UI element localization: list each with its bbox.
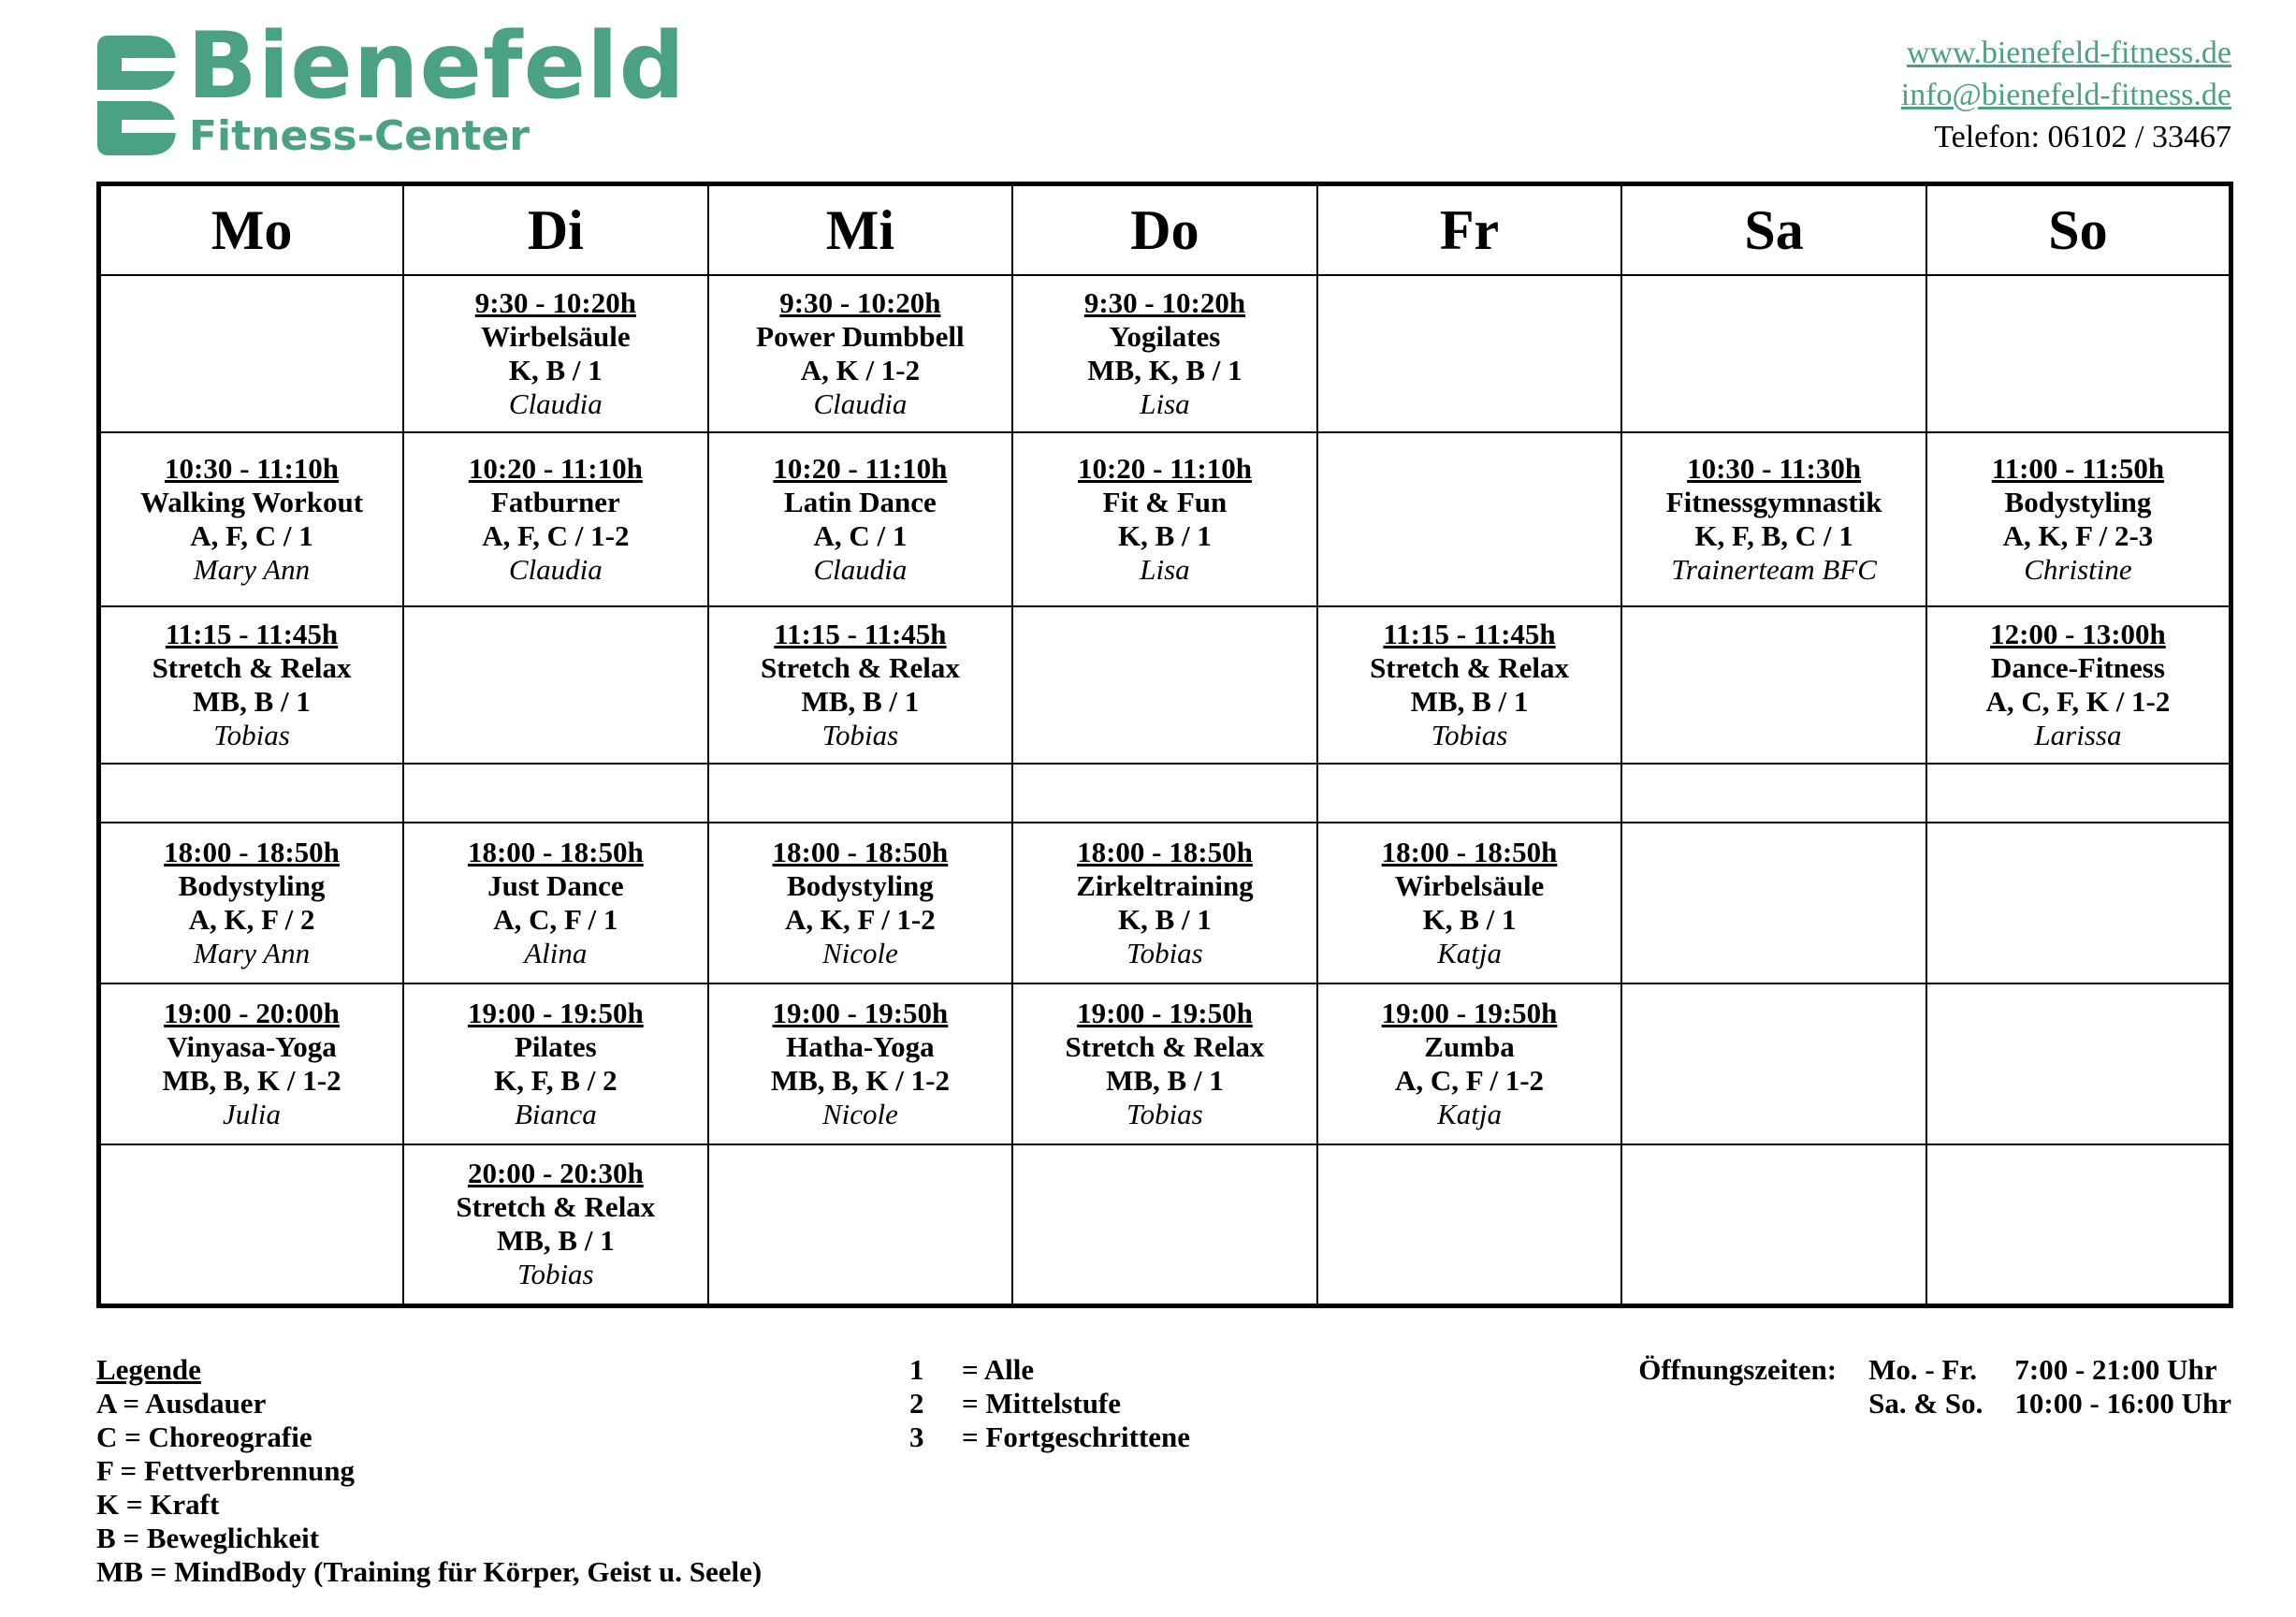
class-code: K, F, B / 2 <box>494 1064 618 1097</box>
class-name: Fatburner <box>490 486 620 518</box>
time-slot-row <box>99 275 2231 432</box>
class-code: A, F, C / 1-2 <box>482 519 630 552</box>
level-legend <box>909 1353 1190 1454</box>
class-name: Latin Dance <box>784 486 937 518</box>
class-cell <box>99 432 404 606</box>
class-name: Zumba <box>1424 1030 1515 1063</box>
class-time: 11:15 - 11:45h <box>1383 618 1556 650</box>
class-cell <box>1317 983 1622 1144</box>
class-cell <box>1012 275 1317 432</box>
empty-cell <box>1926 275 2231 432</box>
class-code: MB, K, B / 1 <box>1087 354 1242 386</box>
class-cell <box>708 606 1013 764</box>
class-name: Fit & Fun <box>1102 486 1228 518</box>
class-time: 10:20 - 11:10h <box>1077 452 1252 485</box>
class-code: K, B / 1 <box>1118 519 1212 552</box>
class-trainer: Claudia <box>813 553 908 586</box>
class-cell <box>1012 823 1317 983</box>
class-code: K, B / 1 <box>1422 903 1517 936</box>
class-cell <box>1012 983 1317 1144</box>
class-trainer: Claudia <box>813 387 908 420</box>
class-time: 18:00 - 18:50h <box>772 836 949 868</box>
level-number: 2 <box>909 1387 924 1420</box>
class-name: Bodystyling <box>787 869 934 902</box>
time-slot-row <box>99 606 2231 764</box>
class-code: MB, B / 1 <box>1106 1064 1224 1097</box>
empty-cell <box>1621 606 1926 764</box>
class-time: 9:30 - 10:20h <box>1083 286 1246 319</box>
class-cell <box>403 983 708 1144</box>
class-trainer: Bianca <box>514 1098 597 1130</box>
class-trainer: Julia <box>223 1098 282 1130</box>
class-time: 19:00 - 19:50h <box>772 997 949 1029</box>
class-code: A, C, F / 1-2 <box>1395 1064 1545 1097</box>
class-cell <box>1621 432 1926 606</box>
logo-mark-icon <box>94 32 180 159</box>
class-code: K, F, B, C / 1 <box>1694 519 1853 552</box>
class-time: 11:15 - 11:45h <box>774 618 947 650</box>
class-code: A, F, C / 1 <box>190 519 313 552</box>
class-name: Power Dumbbell <box>756 320 965 353</box>
class-cell <box>708 823 1013 983</box>
class-name: Walking Workout <box>140 486 364 518</box>
class-name: Zirkeltraining <box>1076 869 1254 902</box>
class-trainer: Tobias <box>213 719 290 751</box>
empty-cell <box>708 764 1013 823</box>
empty-cell <box>1621 275 1926 432</box>
class-time: 19:00 - 19:50h <box>467 997 644 1029</box>
empty-cell <box>1926 983 2231 1144</box>
class-cell <box>1926 432 2231 606</box>
email-link[interactable]: info@bienefeld-fitness.de <box>1900 78 2231 112</box>
class-name: Pilates <box>514 1030 597 1063</box>
class-trainer: Lisa <box>1140 553 1190 586</box>
empty-cell <box>1012 606 1317 764</box>
empty-cell <box>99 1144 404 1305</box>
class-trainer: Tobias <box>1126 1098 1203 1130</box>
class-trainer: Trainerteam BFC <box>1671 553 1877 586</box>
empty-cell <box>1926 823 2231 983</box>
class-code: K, B / 1 <box>1118 903 1212 936</box>
class-time: 18:00 - 18:50h <box>1381 836 1558 868</box>
class-name: Just Dance <box>487 869 624 902</box>
class-time: 11:15 - 11:45h <box>165 618 339 650</box>
class-name: Stretch & Relax <box>1370 651 1569 684</box>
empty-cell <box>1621 983 1926 1144</box>
class-code: K, B / 1 <box>508 354 603 386</box>
level-label: = Mittelstufe <box>962 1387 1122 1420</box>
class-cell <box>1926 606 2231 764</box>
empty-cell <box>1317 764 1622 823</box>
class-name: Dance-Fitness <box>1990 651 2165 684</box>
opening-hours-label: Öffnungszeiten: <box>1638 1353 1838 1386</box>
class-trainer: Claudia <box>508 387 603 420</box>
class-cell <box>708 275 1013 432</box>
class-time: 11:00 - 11:50h <box>1991 452 2165 485</box>
class-trainer: Nicole <box>821 937 898 969</box>
legend-item: C = Choreografie <box>96 1420 312 1453</box>
class-time: 19:00 - 19:50h <box>1077 997 1253 1029</box>
class-trainer: Tobias <box>821 719 899 751</box>
empty-cell <box>99 275 404 432</box>
empty-cell <box>1012 1144 1317 1305</box>
time-slot-row <box>99 823 2231 983</box>
class-code: A, C / 1 <box>813 519 908 552</box>
class-trainer: Katja <box>1437 937 1502 969</box>
class-time: 20:00 - 20:30h <box>467 1157 644 1190</box>
class-name: Stretch & Relax <box>760 651 960 684</box>
class-name: Vinyasa-Yoga <box>167 1030 337 1063</box>
level-item <box>909 1353 1190 1387</box>
level-number: 1 <box>909 1353 924 1386</box>
class-trainer: Larissa <box>2034 719 2122 751</box>
day-header: Mi <box>708 184 1013 276</box>
class-time: 19:00 - 20:00h <box>164 997 340 1029</box>
class-code: MB, B, K / 1-2 <box>162 1064 341 1097</box>
class-code: A, K / 1-2 <box>800 354 921 386</box>
opening-hours <box>1638 1353 2231 1420</box>
brand-name: Bienefeld <box>187 13 686 120</box>
class-cell <box>708 983 1013 1144</box>
legend-item: MB = MindBody (Training für Körper, Geist u. Seele) <box>96 1555 763 1588</box>
class-trainer: Tobias <box>1431 719 1508 751</box>
class-name: Stretch & Relax <box>1065 1030 1265 1063</box>
empty-cell <box>1317 1144 1622 1305</box>
legend <box>96 1353 762 1589</box>
empty-cell <box>1317 432 1622 606</box>
empty-cell <box>708 1144 1013 1305</box>
level-item <box>909 1387 1190 1420</box>
class-cell <box>99 823 404 983</box>
empty-cell <box>403 606 708 764</box>
class-trainer: Mary Ann <box>193 553 311 586</box>
legend-title: Legende <box>96 1353 201 1386</box>
class-cell <box>403 823 708 983</box>
website-link[interactable]: www.bienefeld-fitness.de <box>1906 36 2231 70</box>
day-header: Fr <box>1317 184 1622 276</box>
legend-item: A = Ausdauer <box>96 1387 267 1420</box>
class-code: A, K, F / 1-2 <box>785 903 936 936</box>
empty-cell <box>403 764 708 823</box>
empty-cell <box>1926 764 2231 823</box>
class-code: A, C, F / 1 <box>493 903 618 936</box>
class-time: 9:30 - 10:20h <box>779 286 941 319</box>
class-name: Hatha-Yoga <box>786 1030 935 1063</box>
legend-item: B = Beweglichkeit <box>96 1522 320 1554</box>
class-time: 10:30 - 11:10h <box>165 452 340 485</box>
class-name: Stretch & Relax <box>456 1190 656 1224</box>
class-trainer: Katja <box>1437 1098 1502 1130</box>
level-label: = Fortgeschrittene <box>962 1420 1191 1453</box>
opening-days: Sa. & So. <box>1868 1387 1984 1420</box>
class-code: MB, B / 1 <box>801 685 920 718</box>
level-number: 3 <box>909 1420 924 1453</box>
empty-cell <box>1317 275 1622 432</box>
day-header: So <box>1926 184 2231 276</box>
class-cell <box>1317 823 1622 983</box>
class-time: 18:00 - 18:50h <box>1077 836 1253 868</box>
level-item <box>909 1420 1190 1454</box>
class-trainer: Tobias <box>1126 937 1203 969</box>
class-cell <box>403 275 708 432</box>
class-cell <box>1012 432 1317 606</box>
opening-days: Mo. - Fr. <box>1868 1353 1978 1386</box>
class-trainer: Mary Ann <box>193 937 311 969</box>
class-time: 10:30 - 11:30h <box>1687 452 1862 485</box>
class-name: Stretch & Relax <box>152 651 352 684</box>
class-name: Yogilates <box>1109 320 1221 353</box>
empty-cell <box>1012 764 1317 823</box>
empty-cell <box>1621 764 1926 823</box>
day-header-row <box>99 184 2231 276</box>
class-cell <box>403 432 708 606</box>
class-code: MB, B / 1 <box>1410 685 1529 718</box>
class-trainer: Tobias <box>517 1258 594 1291</box>
class-schedule-table <box>96 182 2233 1308</box>
day-header: Di <box>403 184 708 276</box>
class-trainer: Nicole <box>821 1098 898 1130</box>
class-trainer: Alina <box>524 937 588 969</box>
class-code: MB, B / 1 <box>496 1224 615 1258</box>
level-label: = Alle <box>962 1353 1035 1386</box>
brand-subtitle: Fitness-Center <box>189 112 530 160</box>
class-name: Wirbelsäule <box>481 320 631 353</box>
class-time: 18:00 - 18:50h <box>164 836 340 868</box>
time-slot-row <box>99 983 2231 1144</box>
legend-item: F = Fettverbrennung <box>96 1454 355 1487</box>
opening-time: 7:00 - 21:00 Uhr <box>2014 1353 2217 1386</box>
class-time: 12:00 - 13:00h <box>1990 618 2166 650</box>
empty-cell <box>1926 1144 2231 1305</box>
brand-logo <box>94 13 686 168</box>
day-header: Do <box>1012 184 1317 276</box>
class-cell <box>403 1144 708 1305</box>
class-code: MB, B / 1 <box>193 685 311 718</box>
day-header: Mo <box>99 184 404 276</box>
empty-cell <box>1621 1144 1926 1305</box>
class-code: A, K, F / 2-3 <box>2002 519 2154 552</box>
class-trainer: Lisa <box>1140 387 1190 420</box>
time-slot-row <box>99 764 2231 823</box>
phone-number: Telefon: 06102 / 33467 <box>1934 120 2231 154</box>
empty-cell <box>1621 823 1926 983</box>
class-code: A, K, F / 2 <box>188 903 315 936</box>
class-time: 9:30 - 10:20h <box>474 286 636 319</box>
contact-block <box>1901 32 2231 158</box>
class-time: 19:00 - 19:50h <box>1381 997 1558 1029</box>
day-header: Sa <box>1621 184 1926 276</box>
class-time: 10:20 - 11:10h <box>773 452 948 485</box>
class-time: 18:00 - 18:50h <box>467 836 644 868</box>
class-name: Fitnessgymnastik <box>1665 486 1882 518</box>
class-cell <box>708 432 1013 606</box>
class-name: Bodystyling <box>178 869 326 902</box>
opening-time: 10:00 - 16:00 Uhr <box>2014 1387 2231 1420</box>
legend-item: K = Kraft <box>96 1488 220 1521</box>
class-code: A, C, F, K / 1-2 <box>1985 685 2171 718</box>
time-slot-row <box>99 1144 2231 1305</box>
class-time: 10:20 - 11:10h <box>468 452 643 485</box>
class-trainer: Christine <box>2024 553 2132 586</box>
class-name: Wirbelsäule <box>1394 869 1545 902</box>
class-code: MB, B, K / 1-2 <box>770 1064 950 1097</box>
class-cell <box>99 983 404 1144</box>
class-name: Bodystyling <box>2004 486 2152 518</box>
class-cell <box>99 606 404 764</box>
empty-cell <box>99 764 404 823</box>
class-cell <box>1317 606 1622 764</box>
class-trainer: Claudia <box>508 553 603 586</box>
time-slot-row <box>99 432 2231 606</box>
